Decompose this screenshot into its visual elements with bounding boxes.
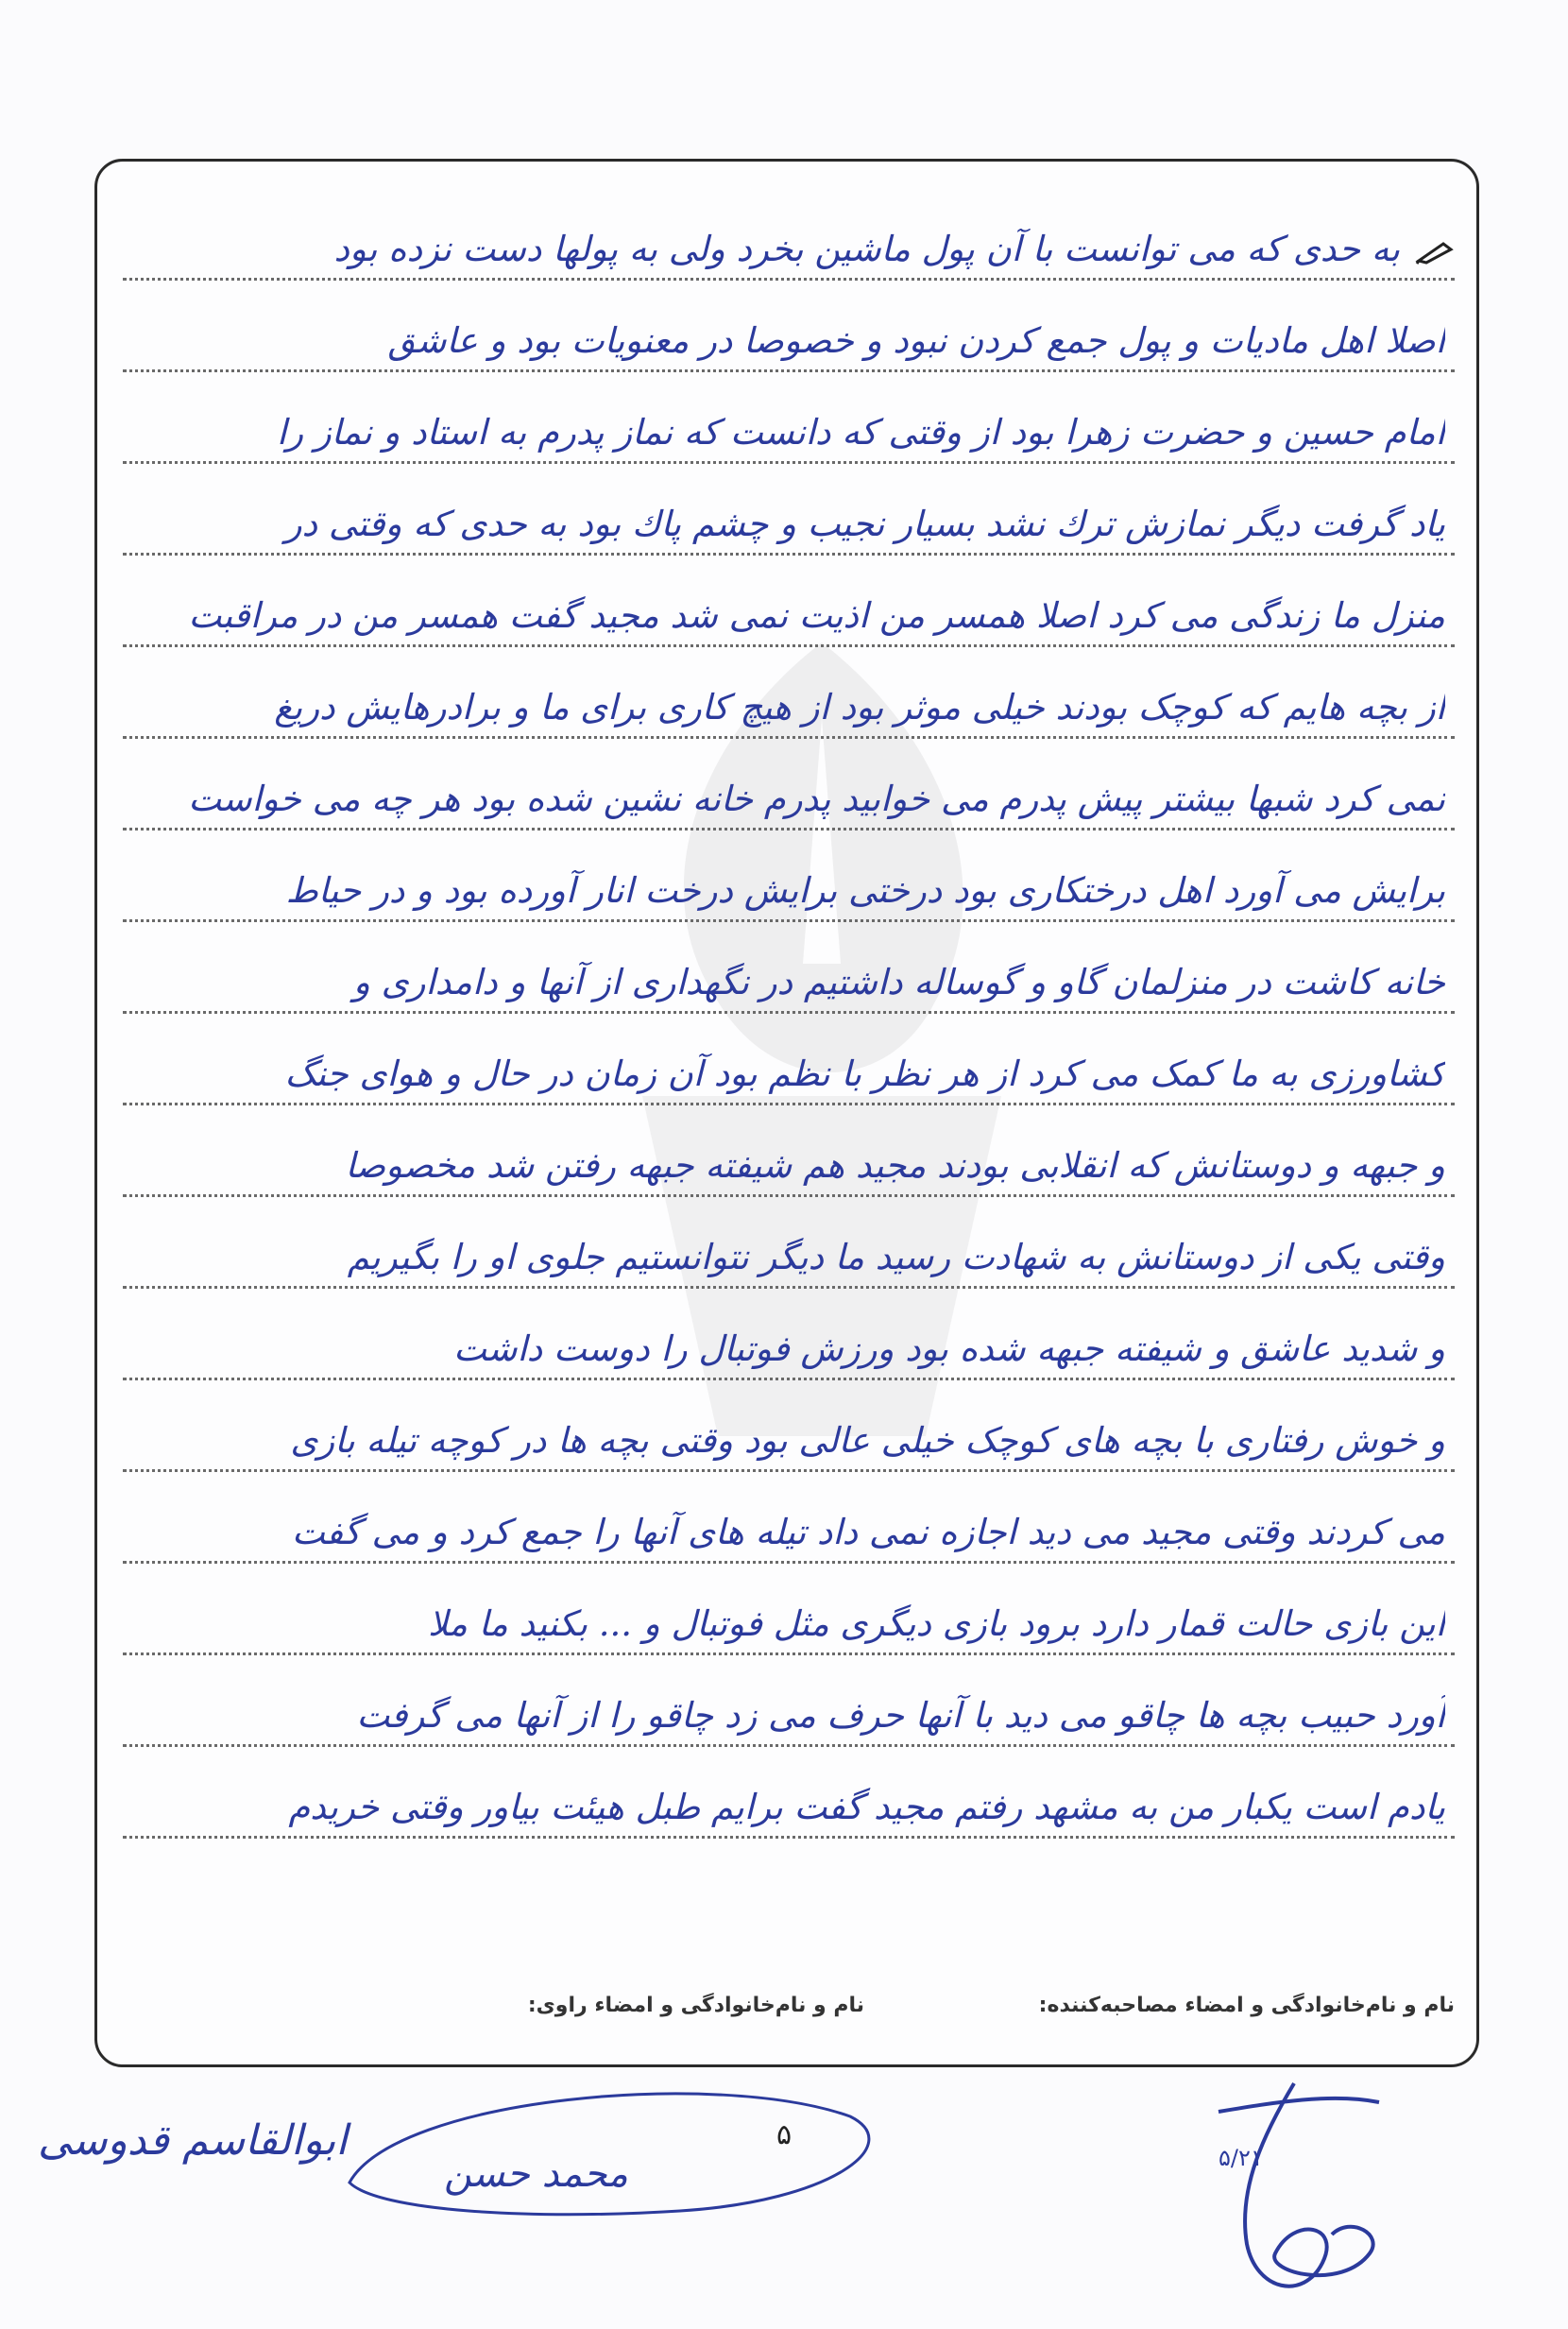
text-line-7: [123, 739, 1455, 831]
text-line-14: [123, 1380, 1455, 1472]
text-line-16: [123, 1564, 1455, 1655]
text-line-3: [123, 372, 1455, 464]
text-line-12: [123, 1197, 1455, 1289]
text-line-8: [123, 831, 1455, 922]
handwritten-lines: [123, 189, 1455, 1839]
line-text: از بچه هایم که کوچک بودند خیلی موثر بود از هیچ کاری برای ما و برادرهایش دریغ: [274, 686, 1445, 728]
signature-scribble-icon: [1181, 2074, 1398, 2310]
interviewer-signature-name: محمد حسن: [444, 2152, 628, 2196]
line-text: کشاورزی به ما کمک می کرد از هر نظر با نظم بود آن زمان در حال و هوای جنگ: [284, 1053, 1445, 1094]
line-text: امام حسين و حضرت زهرا بود از وقتى كه دانست كه نماز پدرم به استاد و نماز را: [277, 411, 1445, 453]
text-line-15: [123, 1472, 1455, 1564]
line-text: یادم است یکبار من به مشهد رفتم مجید گفت برایم طبل هیئت بیاور وقتی خریدم: [288, 1786, 1445, 1827]
text-line-6: [123, 647, 1455, 739]
line-text: و خوش رفتاری با بچه های کوچک خیلی عالی بود وقتی بچه ها در کوچه تیله بازی: [290, 1419, 1445, 1461]
line-text: اصلا اهل ماديات و پول جمع كردن نبود و خصوصا در معنويات بود و عاشق: [387, 319, 1445, 361]
narrator-signature-name: ابوالقاسم قدوسی: [38, 2116, 348, 2165]
interviewer-signature-label: نام و نام‌خانوادگی و امضاء مصاحبه‌کننده:: [1038, 1994, 1455, 2017]
signature-oval-icon: [321, 2079, 888, 2220]
pen-icon: [1415, 240, 1455, 265]
line-text: و شدید عاشق و شیفته جبهه شده بود ورزش فوتبال را دوست داشت: [453, 1327, 1445, 1369]
text-line-1: [123, 189, 1455, 281]
text-line-10: [123, 1014, 1455, 1105]
line-text: برایش می آورد اهل درختکاری بود درختی برایش درخت انار آورده بود و در حیاط: [285, 869, 1445, 911]
line-text: ياد گرفت ديگر نمازش ترك نشد بسيار نجيب و چشم پاك بود به حدی که وقتی در: [284, 503, 1445, 544]
text-line-2: [123, 281, 1455, 372]
text-line-11: [123, 1105, 1455, 1197]
line-text: می کردند وقتی مجید می دید اجازه نمی داد تیله های آنها را جمع کرد و می گفت: [292, 1511, 1445, 1552]
narrator-signature-label: نام و نام‌خانوادگی و امضاء راوی:: [527, 1994, 864, 2017]
text-line-4: [123, 464, 1455, 556]
page-number: ۵: [776, 2118, 793, 2151]
text-line-5: [123, 556, 1455, 647]
line-text: به حدی که می توانست با آن پول ماشین بخرد ولی به پولها دست نزده بود: [333, 228, 1400, 269]
line-text: این بازی حالت قمار دارد برود بازی دیگری مثل فوتبال و ... بکنید ما ملا: [428, 1602, 1445, 1644]
text-line-18: [123, 1747, 1455, 1839]
line-text: نمی کرد شبها بیشتر پیش پدرم می خوابید پدرم خانه نشین شده بود هر چه می خواست: [188, 778, 1445, 819]
text-line-17: [123, 1655, 1455, 1747]
line-text: آورد حبیب بچه ها چاقو می دید با آنها حرف می زد چاقو را از آنها می گرفت: [356, 1694, 1445, 1736]
line-text: خانه کاشت در منزلمان گاو و گوساله داشتیم در نگهداری از آنها و دامداری و: [352, 961, 1445, 1002]
text-line-9: [123, 922, 1455, 1014]
line-text: منزل ما زندگی می کرد اصلا همسر من اذیت نمی شد مجید گفت همسر من در مراقبت: [188, 594, 1445, 636]
line-text: و جبهه و دوستانش که انقلابی بودند مجید هم شیفته جبهه رفتن شد مخصوصا: [345, 1144, 1445, 1186]
line-text: وقتی یکی از دوستانش به شهادت رسید ما دیگر نتوانستیم جلوی او را بگیریم: [347, 1236, 1445, 1277]
text-line-13: [123, 1289, 1455, 1380]
signature-date: ۵/۲۱: [1219, 2145, 1263, 2171]
